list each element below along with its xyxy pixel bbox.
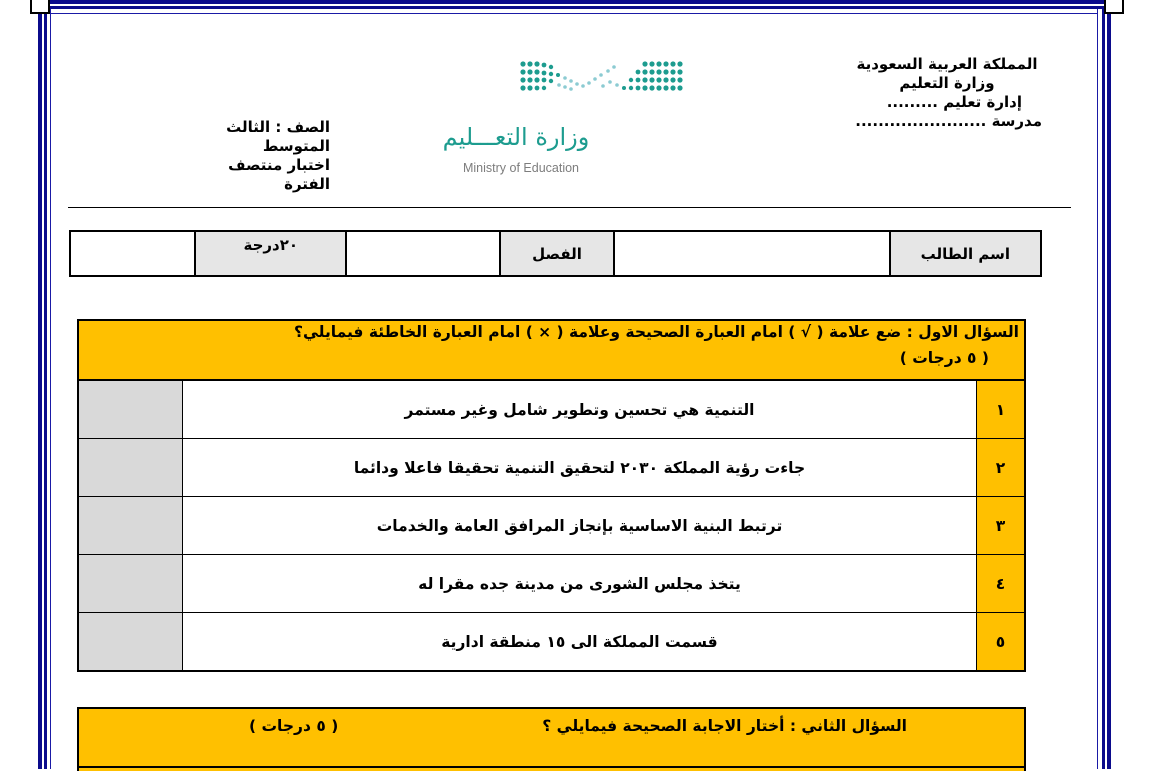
question-1-header [79, 321, 1024, 381]
item-number: ٥ [977, 613, 1025, 671]
item-number: ٤ [977, 555, 1025, 613]
answer-box[interactable] [79, 497, 183, 555]
school-name: مدرسة ....................... [855, 112, 1042, 130]
question-1-title: السؤال الاول : ضع علامة ( √ ) امام العبارة الصحيحة وعلامة ( × ) امام العبارة الخاطئة فيمايلي؟ [293, 323, 1019, 341]
answer-box[interactable] [79, 613, 183, 671]
answer-box[interactable] [79, 439, 183, 497]
statement-text: جاءت رؤية المملكة ٢٠٣٠ لتحقيق التنمية تحقيقا فاعلا ودائما [183, 439, 977, 497]
class-label: الفصل [500, 231, 614, 276]
score-field[interactable] [70, 231, 195, 276]
logo-arabic-text: وزارة التعـــليم [442, 123, 590, 151]
student-info-table [69, 230, 1042, 277]
statement-text: قسمت المملكة الى ١٥ منطقة ادارية [183, 613, 977, 671]
answer-box[interactable] [79, 555, 183, 613]
student-name-field[interactable] [614, 231, 890, 276]
statement-text: التنمية هي تحسين وتطوير شامل وغير مستمر [183, 381, 977, 439]
statement-text: يتخذ مجلس الشورى من مدينة جده مقرا له [183, 555, 977, 613]
question-1-marks: ( ٥ درجات ) [899, 349, 989, 367]
student-name-label: اسم الطالب [890, 231, 1041, 276]
class-field[interactable] [346, 231, 500, 276]
statement-text: ترتبط البنية الاساسية بإنجاز المرافق العامة والخدمات [183, 497, 977, 555]
question-1-table [79, 381, 1024, 670]
question-2-divider [79, 766, 1024, 768]
left-border-gap [42, 0, 44, 769]
ministry-name: وزارة التعليم [899, 74, 995, 92]
table-row [79, 381, 1024, 439]
item-number: ١ [977, 381, 1025, 439]
question-2-block [77, 707, 1026, 771]
header-exam-block [200, 118, 330, 194]
header-divider [68, 207, 1071, 208]
kingdom-name: المملكة العربية السعودية [856, 55, 1038, 73]
logo-english-text: Ministry of Education [462, 161, 580, 175]
corner-mark-left [30, 0, 50, 14]
left-border-inner [50, 0, 51, 769]
education-admin: إدارة تعليم ......... [886, 93, 1022, 111]
question-2-title: السؤال الثاني : أختار الاجابة الصحيحة فيمايلي ؟ [542, 717, 907, 735]
table-row [79, 439, 1024, 497]
right-border-inner [1097, 0, 1098, 769]
question-2-marks: ( ٥ درجات ) [249, 717, 339, 735]
total-grade-label: ٢٠درجة [195, 231, 346, 276]
right-border-gap [1105, 0, 1107, 769]
table-row [79, 497, 1024, 555]
question-1-block [77, 319, 1026, 672]
answer-box[interactable] [79, 381, 183, 439]
item-number: ٣ [977, 497, 1025, 555]
table-row [79, 555, 1024, 613]
header-ministry-block [742, 55, 1042, 131]
corner-mark-right [1104, 0, 1124, 14]
logo-dots-icon [520, 61, 682, 90]
item-number: ٢ [977, 439, 1025, 497]
table-row [79, 613, 1024, 671]
grade-level: الصف : الثالث المتوسط [226, 118, 330, 155]
top-border-gap [44, 4, 1105, 6]
top-border-inner [50, 13, 1098, 14]
exam-type: اختبار منتصف الفترة [228, 156, 330, 193]
